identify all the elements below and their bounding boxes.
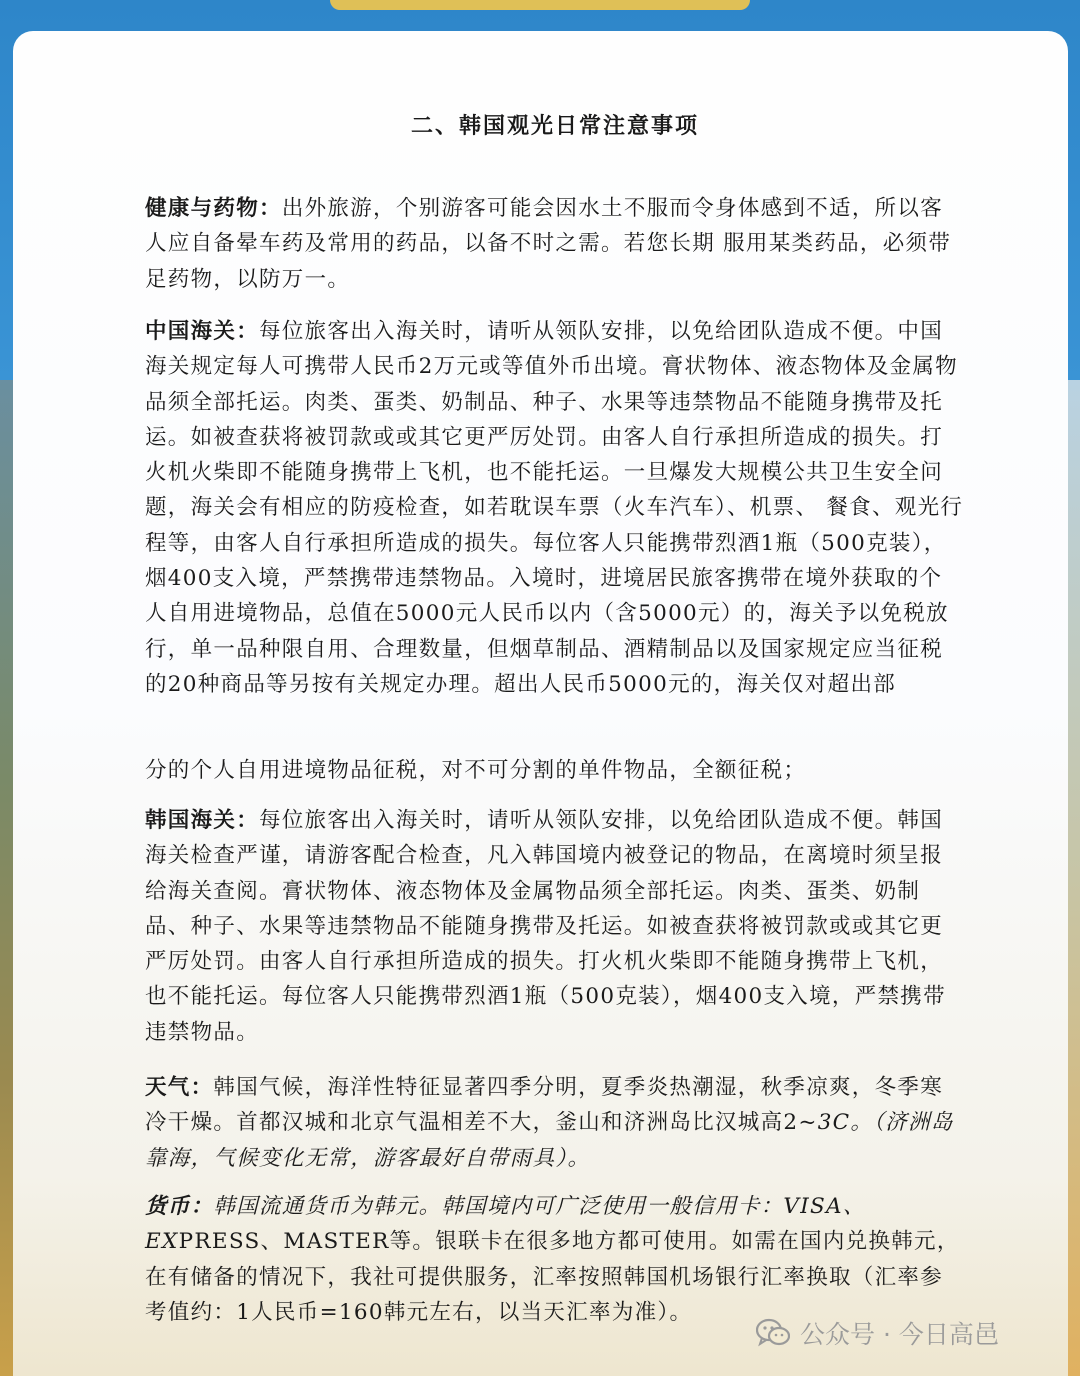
paragraph-korea-customs [145, 803, 965, 1050]
paragraph-china-customs-continued [145, 753, 965, 788]
paragraph-china-customs [145, 314, 965, 702]
text-weather-italic: 3C。（济洲岛靠海，气候变化无常，游客最好自带雨具）。 [145, 1110, 954, 1171]
wechat-icon [756, 1318, 790, 1348]
paragraph-health [145, 191, 965, 297]
text-currency-italic: 韩国流通货币为韩元。韩国境内可广泛使用一般信用卡：VISA、EX [145, 1194, 866, 1255]
label-korea-customs: 韩国海关： [145, 808, 260, 833]
text-korea-customs: 每位旅客出入海关时，请听从领队安排，以免给团队造成不便。韩国海关检查严谨，请游客配合检查，凡入韩国境内被登记的物品，在离境时须呈报给海关查阅。膏状物体、液态物体及金属物品须全部托运。肉类、蛋类、奶制品、种子、水果等违禁物品不能随身携带及托运。如被查获将被罚款或或其它更严厉处罚。由客人自行承担所造成的损失。打火机火柴即不能随身携带上飞机，也不能托运。每位客人只能携带烈酒1瓶（500克装），烟400支入境，严禁携带违禁物品。 [145, 808, 946, 1045]
text-currency: PRESS、MASTER等。银联卡在很多地方都可使用。如需在国内兑换韩元，在有储备的情况下，我社可提供服务，汇率按照韩国机场银行汇率换取（汇率参考值约：1人民币=160韩元左右，以当天汇率为准）。 [145, 1229, 960, 1325]
watermark [756, 1313, 999, 1353]
content-card [13, 31, 1068, 1376]
label-china-customs: 中国海关： [145, 319, 260, 344]
watermark-text: 公众号 · 今日高邑 [800, 1320, 999, 1349]
text-china-customs: 每位旅客出入海关时，请听从领队安排，以免给团队造成不便。中国海关规定每人可携带人民币2万元或等值外币出境。膏状物体、液态物体及金属物品须全部托运。肉类、蛋类、奶制品、种子、水果等违禁物品不能随身携带及托运。如被查获将被罚款或或其它更严厉处罚。由客人自行承担所造成的损失。打火机火柴即不能随身携带上飞机，也不能托运。一旦爆发大规模公共卫生安全问题，海关会有相应的防疫检查，如若耽误车票（火车汽车）、机票、 餐食、观光行程等，由客人自行承担所造成的损失。每位客人只能携带烈酒1瓶（500克装），烟400支入境，严禁携带违禁物品。入境时，进境居民旅客携带在境外获取的个人自用进境物品，总值在5000元人民币以内（含5000元）的，海关予以免税放行，单一品种限自用、合理数量，但烟草制品、酒精制品以及国家规定应当征税的20种商品等另按有关规定办理。超出人民币5000元的，海关仅对超出部 [145, 319, 964, 697]
label-currency: 货币： [145, 1194, 214, 1219]
label-weather: 天气： [145, 1075, 214, 1100]
paragraph-weather [145, 1070, 965, 1176]
text-health: 出外旅游，个别游客可能会因水土不服而令身体感到不适，所以客人应自备晕车药及常用的药品，以备不时之需。若您长期 服用某类药品，必须带足药物，以防万一。 [145, 196, 952, 292]
header-banner [330, 0, 750, 10]
text-weather: 韩国气候，海洋性特征显著四季分明，夏季炎热潮湿，秋季凉爽，冬季寒冷干燥。首都汉城和北京气温相差不大，釜山和济洲岛比汉城高2~ [145, 1075, 944, 1136]
text-china-customs-continued: 分的个人自用进境物品征税，对不可分割的单件物品，全额征税； [145, 758, 807, 783]
section-title: 二、韩国观光日常注意事项 [410, 113, 699, 139]
label-health: 健康与药物： [145, 196, 282, 221]
paragraph-currency [145, 1189, 965, 1330]
